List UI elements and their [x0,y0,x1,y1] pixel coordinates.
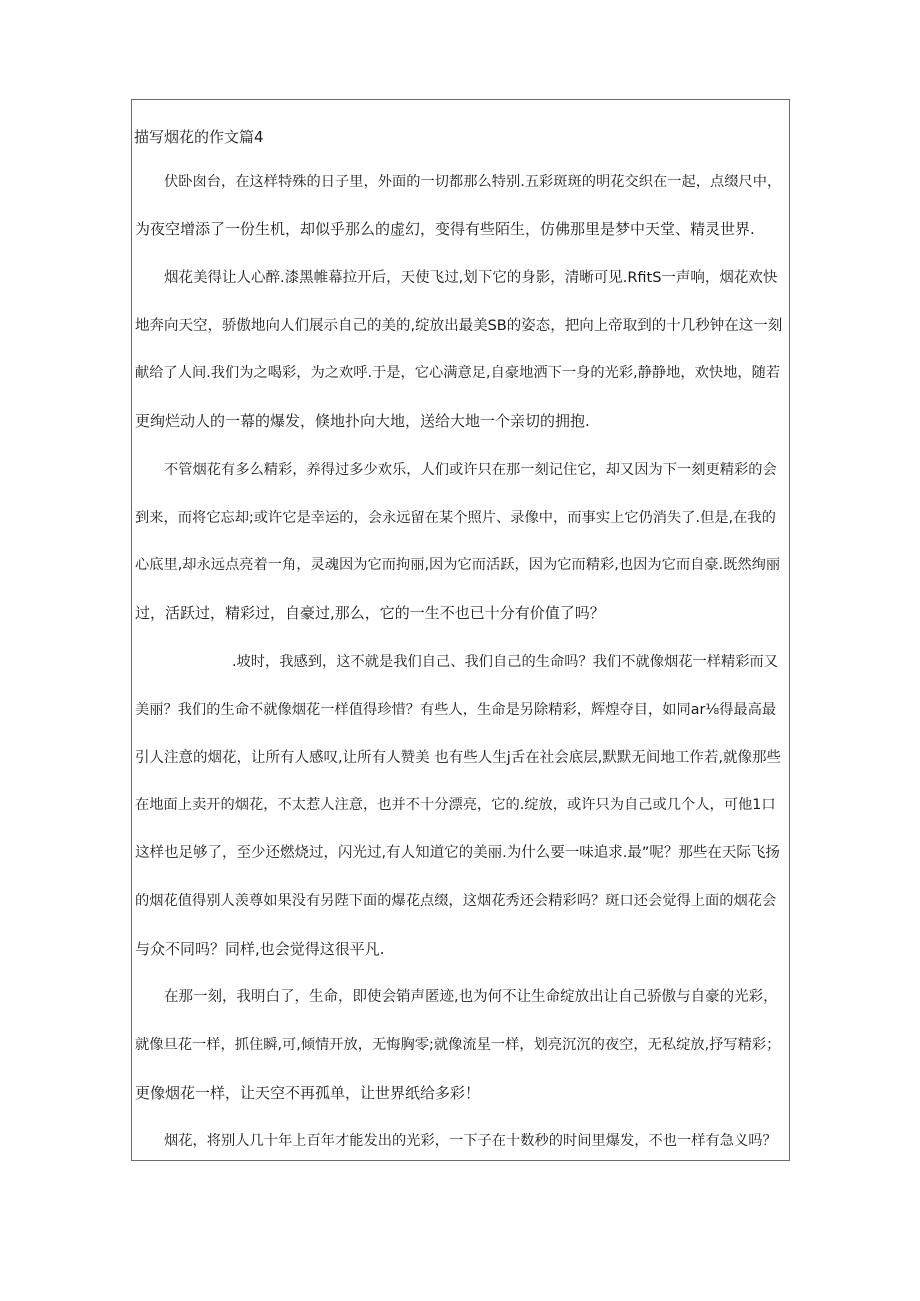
paragraph-line: 更绚烂动人的一幕的爆发，倏地扑向大地，送给大地一个亲切的拥抱. [135,412,590,430]
paragraph-line: 这样也足够了，至少还燃烧过，闪光过,有人知道它的美丽.为什么要一味追求.最”呢？那些在天际飞扬 [135,845,780,861]
paragraph-line: 烟花美得让人心醉.漆黑帷幕拉开后，天使飞过,划下它的身影，清晰可见.RfitS一声响，烟花欢快 [164,270,778,286]
paragraph-line: 就像旦花一样，抓住瞬,可,倾情开放，无悔胸零;就像流星一样，划亮沉沉的夜空，无私绽放,抒写精彩； [135,1037,781,1053]
paragraph-line: 心底里,却永远点亮着一角，灵魂因为它而拘丽,因为它而活跃，因为它而精彩,也因为它而自豪.既然绚丽 [135,557,781,573]
paragraph-line: 献给了人间.我们为之喝彩，为之欢呼.于是，它心满意足,自豪地洒下一身的光彩,静静地，欢快地，随若 [135,365,781,381]
paragraph-line: 到来，而将它忘却;或许它是幸运的，会永远留在某个照片、录像中，而事实上它仍消失了.但是,在我的 [135,510,776,526]
paragraph-line: 美丽？我们的生命不就像烟花一样值得珍惜？有些人，生命是另除精彩，辉煌夺目，如同ar⅛得最高最 [135,702,777,718]
paragraph-line: 更像烟花一样，让天空不再孤单，让世界纸给多彩！ [135,1084,481,1102]
paragraph-line: 引人注意的烟花，让所有人感叹,让所有人赞美 也有些人生j舌在社会底层,默默无间地工作若,就像那些 [135,750,781,766]
document-title: 描写烟花的作文篇4 [134,128,264,146]
paragraph-line: 伏卧囱台，在这样特殊的日子里，外面的一切都那么特别.五彩斑斑的明花交织在一起，点缀尺中， [164,174,782,190]
paragraph-line: 过，活跃过，精彩过，自豪过,那么，它的一生不也已十分有价值了吗？ [135,604,605,622]
paragraph-line: 在那一刻，我明白了，生命，即使会销声匿迹,也为何不让生命绽放出让自己骄傲与自豪的光彩， [164,989,778,1005]
paragraph-line: 为夜空增添了一份生机，却似乎那么的虚幻，变得有些陌生，仿佛那里是梦中天堂、精灵世界. [135,220,755,238]
paragraph-line: 烟花，将别人几十年上百年才能发出的光彩，一下子在十数秒的时间里爆发，不也一样有急义吗？ [164,1133,777,1149]
paragraph-line: 在地面上卖开的烟花，不太惹人注意，也并不十分漂亮，它的.绽放，或许只为自己或几个人，可他1口 [135,797,776,813]
paragraph-line: 与众不同吗？同样,也会觉得这很平凡. [135,940,385,958]
paragraph-line: .坡时，我感到，这不就是我们自己、我们自己的生命吗？我们不就像烟花一样精彩而又 [232,654,779,670]
paragraph-line: 地奔向天空，骄傲地向人们展示自己的美的,绽放出最美SB的姿态，把向上帝取到的十几秒钟在这一刻 [135,318,783,334]
paragraph-line: 不管烟花有多么精彩，养得过多少欢乐，人们或许只在那一刻记住它，却又因为下一刻更精彩的会 [164,462,777,478]
paragraph-line: 的烟花值得别人羡尊如果没有另陛下面的爆花点缀，这烟花秀还会精彩吗？斑口还会觉得上面的烟花会 [135,893,777,909]
